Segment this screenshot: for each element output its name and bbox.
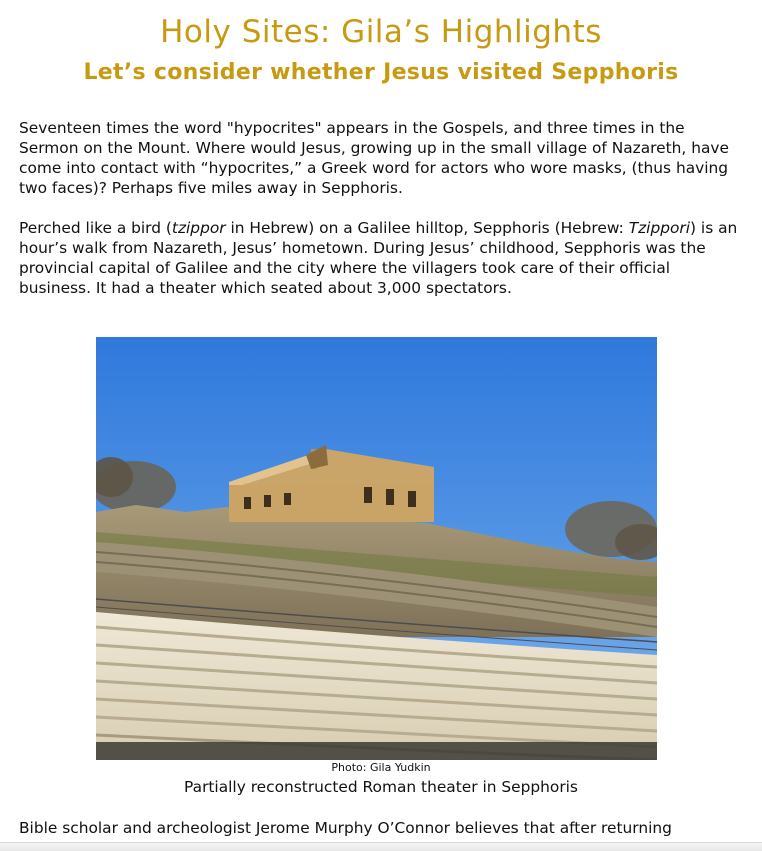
page-title: Holy Sites: Gila’s Highlights (160, 14, 602, 50)
scholar-paragraph: Bible scholar and archeologist Jerome Murphy O’Connor believes that after returning (19, 819, 672, 837)
photo-caption: Partially reconstructed Roman theater in Sepphoris (184, 778, 578, 796)
roman-theater-photo (96, 337, 657, 760)
page-subtitle: Let’s consider whether Jesus visited Sepphoris (83, 60, 679, 85)
theater-illustration (96, 337, 657, 760)
photo-credit: Photo: Gila Yudkin (331, 761, 431, 774)
paragraph-text: ) is an hour’s walk from Nazareth, Jesus’ hometown. During Jesus’ childhood, Sepphoris was the provincial capital of Galilee and the city where the villagers took care of their official business. It had a theater which seated about 3,000 spectators. (19, 219, 738, 297)
hebrew-term-tzippori: Tzippori (628, 219, 691, 237)
paragraph-text: in Hebrew) on a Galilee hilltop, Sepphoris (Hebrew: (225, 219, 629, 237)
sepphoris-paragraph (19, 218, 745, 298)
intro-paragraph: Seventeen times the word "hypocrites" appears in the Gospels, and three times in the Sermon on the Mount. Where would Jesus, growing up in the small village of Nazareth, have come into contact with “hypocrites,” a Greek word for actors who wore masks, (thus having two faces)? Perhaps five miles away in Sepphoris. (19, 119, 729, 197)
hebrew-term-tzippor: tzippor (171, 219, 226, 237)
paragraph-text: Perched like a bird ( (19, 219, 172, 237)
